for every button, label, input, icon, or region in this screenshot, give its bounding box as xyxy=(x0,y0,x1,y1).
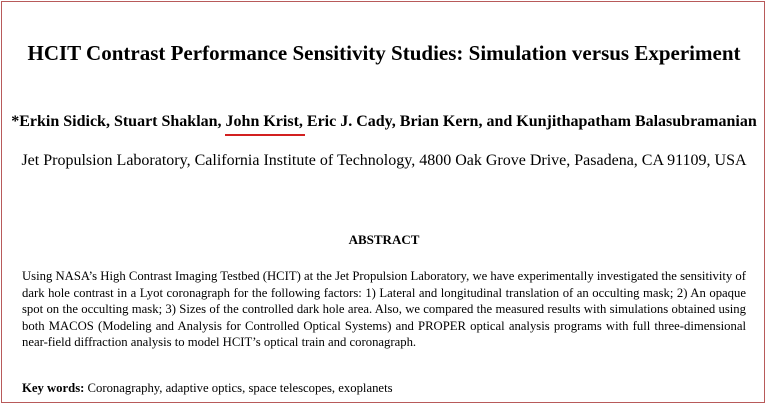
authors-before: *Erkin Sidick, Stuart Shaklan, xyxy=(11,113,226,130)
highlighted-author: John Krist, xyxy=(225,113,303,130)
keywords-label: Key words: xyxy=(22,381,85,395)
keywords-list: Coronagraphy, adaptive optics, space telescopes, exoplanets xyxy=(84,381,393,395)
abstract-heading: ABSTRACT xyxy=(348,232,420,247)
author-list xyxy=(10,112,758,132)
paper-title: HCIT Contrast Performance Sensitivity Studies: Simulation versus Experiment xyxy=(27,41,741,65)
abstract-text: Using NASA’s High Contrast Imaging Testbed (HCIT) at the Jet Propulsion Laboratory, we have experimentally investigated the sensitivity of dark hole contrast in a Lyot coronagraph for the following factors: 1) Lateral and longitudinal translation of an occulting mask; 2) An opaque spot on the occulting mask; 3) Sizes of the controlled dark hole area. Also, we compared the measured results with simulations obtained using both MACOS (Modeling and Analysis for Controlled Optical Systems) and PROPER optical analysis programs with full three-dimensional near-field diffraction analysis to model HCIT’s optical train and coronagraph. xyxy=(22,269,746,349)
authors-after: Eric J. Cady, Brian Kern, and Kunjithapatham Balasubramanian xyxy=(302,113,757,130)
affiliation: Jet Propulsion Laboratory, California Institute of Technology, 4800 Oak Grove Drive, Pasadena, CA 91109, USA xyxy=(21,152,747,169)
keywords xyxy=(22,380,746,396)
